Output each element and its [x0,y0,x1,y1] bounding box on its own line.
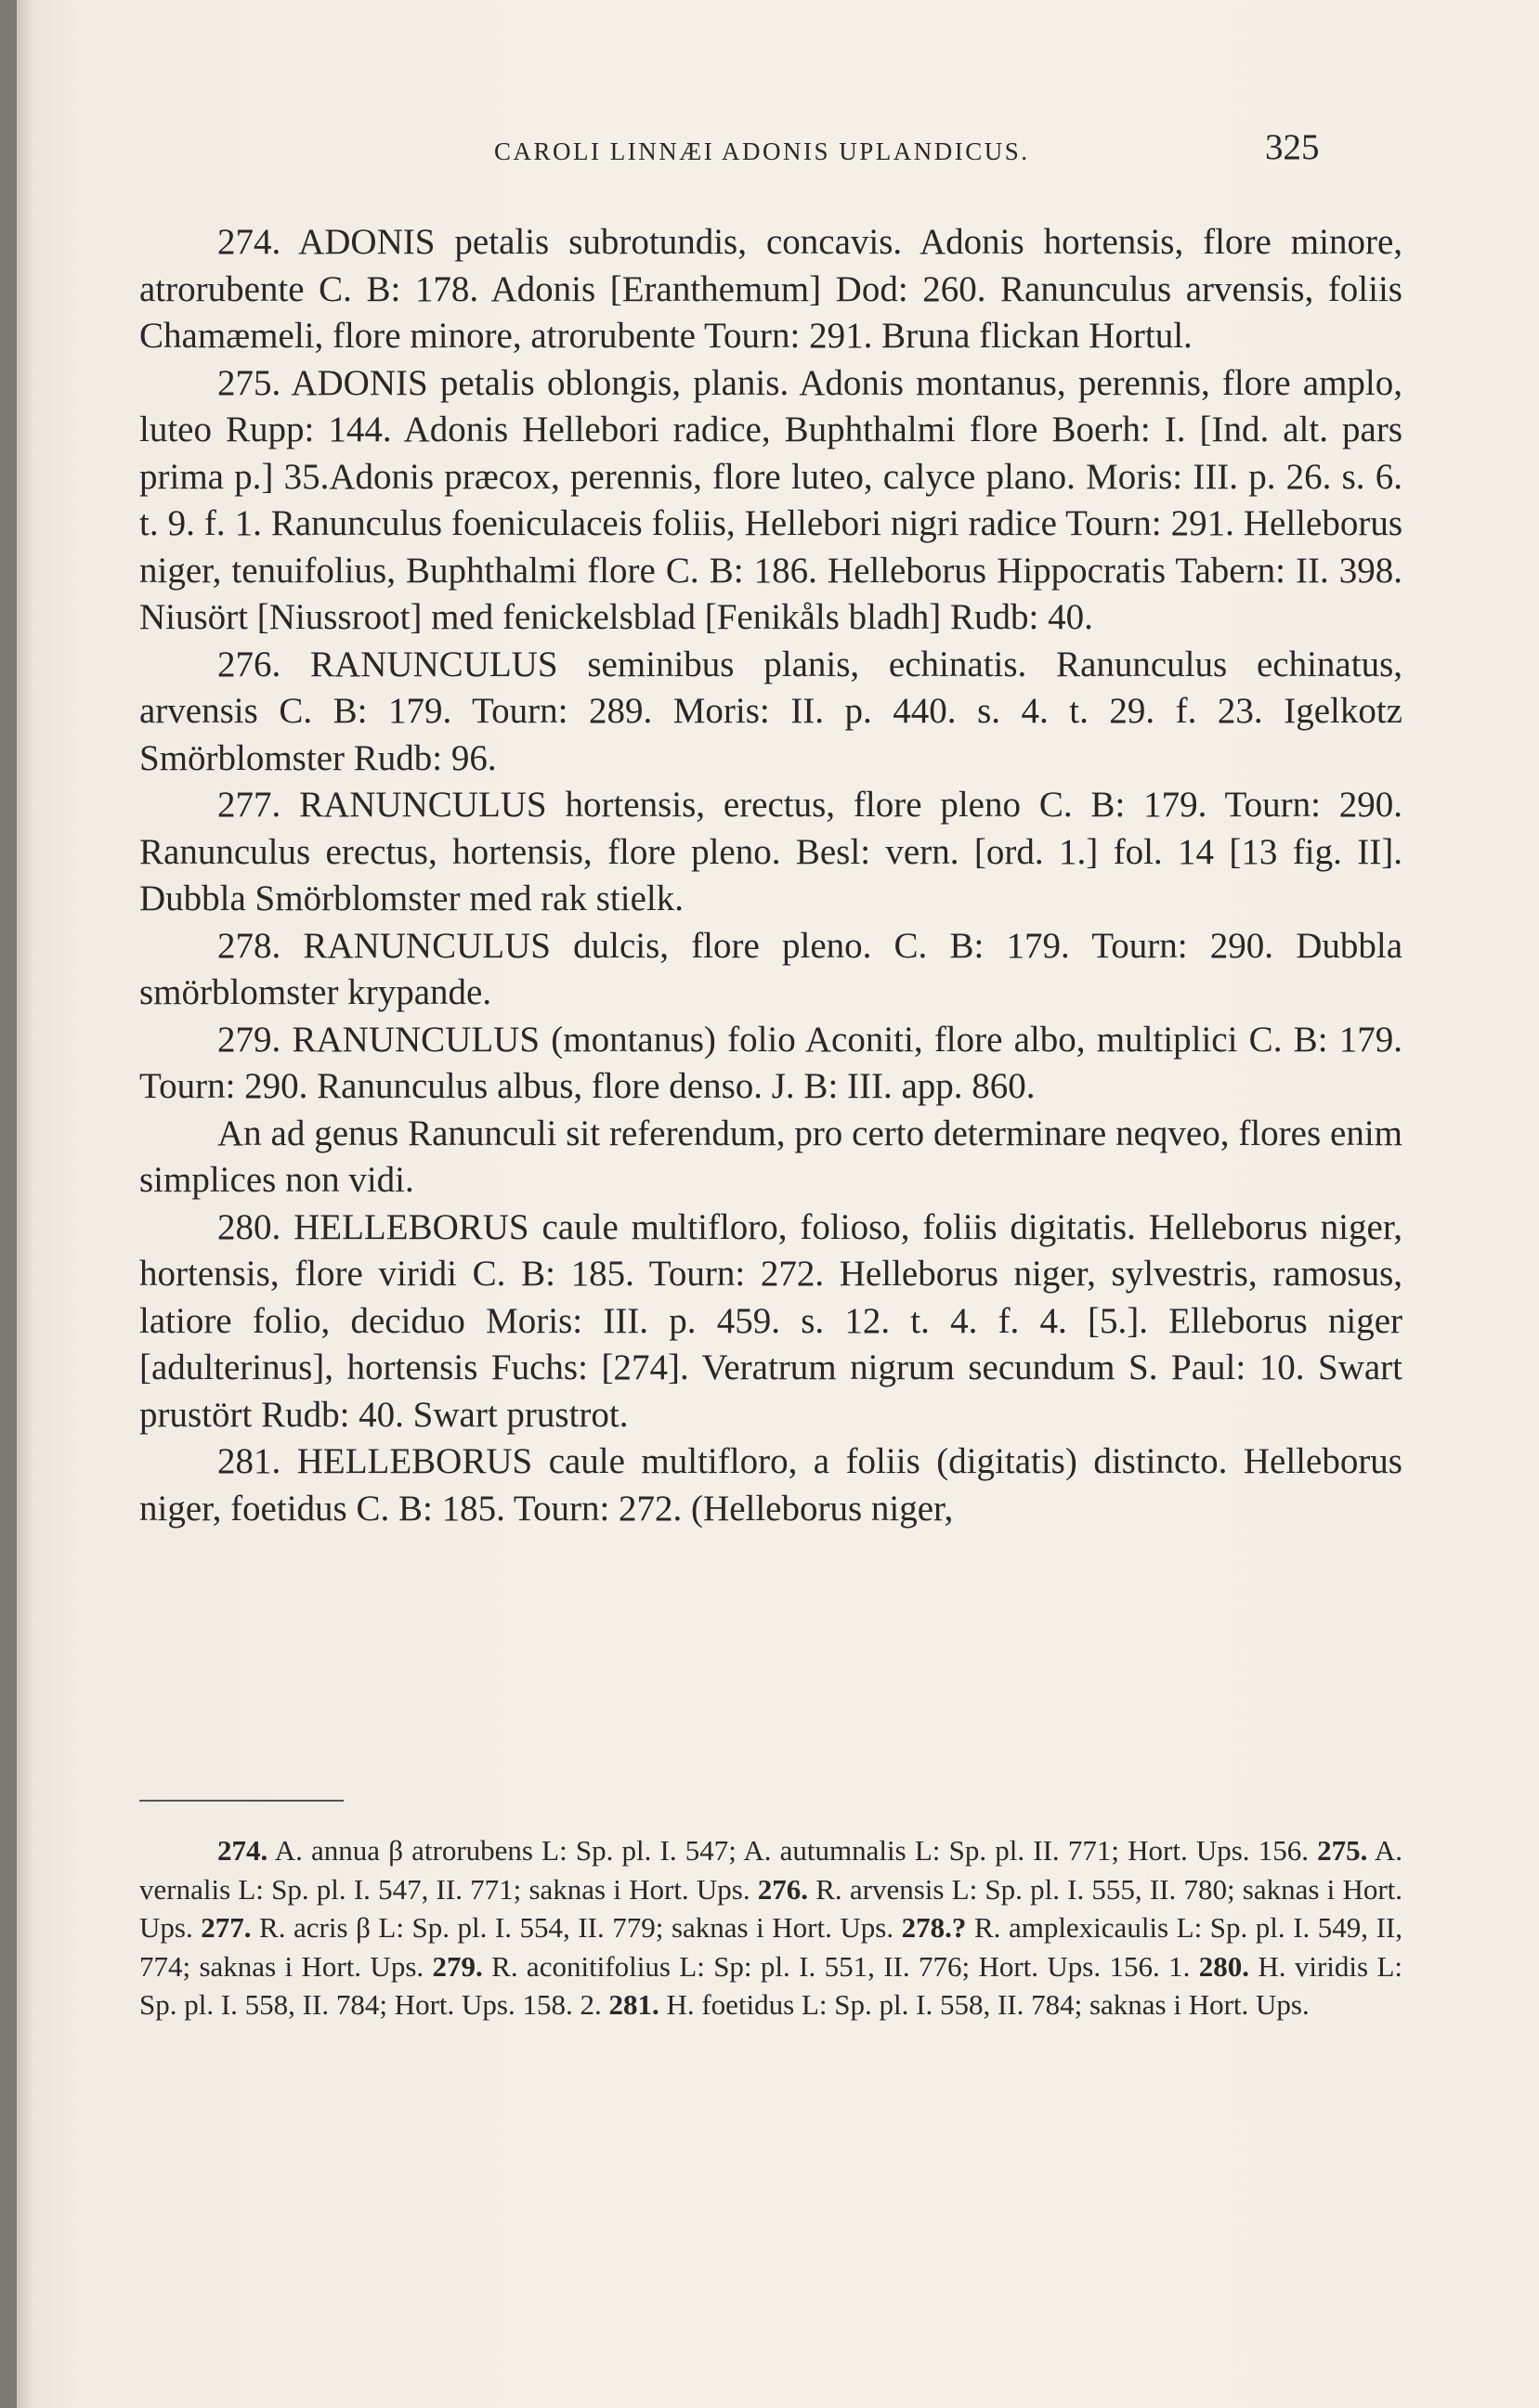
footnote-number: 280. [1198,1949,1249,1983]
entry-text: hortensis, erectus, flore pleno C. B: 179. Tourn: 290. Ranunculus erectus, hortensis, flore pleno. Besl: vern. [ord. 1.] fol. 14 [13 fig. II]. Dubbla Smörblomster med rak stielk. [139,785,1403,918]
entry-number: 275. [217,362,281,403]
entry-number: 280. [217,1206,281,1247]
genus-name: RANUNCULUS [310,644,558,684]
genus-name: HELLEBORUS [293,1206,529,1247]
entry-number: 278. [217,925,281,966]
entry-number: 277. [217,785,281,825]
genus-name: ADONIS [291,362,428,403]
footnote-text: A. annua β atrorubens L: Sp. pl. I. 547; A. autumnalis L: Sp. pl. II. 771; Hort. Ups. 156. [274,1834,1309,1867]
running-header: CAROLI LINNÆI ADONIS UPLANDICUS. [494,137,1030,165]
footnote-number: 278.? [901,1911,967,1945]
footnote-text: R. aconitifolius L: Sp: pl. I. 551, II. 776; Hort. Ups. 156. 1. [491,1949,1191,1983]
footnote-number: 279. [432,1949,483,1983]
entry-text: An ad genus Ranunculi sit referendum, pro certo determinare neqveo, flores enim simplices non vidi. [139,1113,1402,1200]
entry-280 [139,1204,1402,1439]
entry-274 [139,219,1402,360]
entry-275 [139,360,1402,642]
entry-276 [139,642,1402,783]
entry-281 [139,1438,1402,1532]
genus-name: RANUNCULUS [299,785,547,825]
entry-number: 281. [217,1441,281,1481]
genus-name: HELLEBORUS [296,1441,533,1481]
entry-text: caule multifloro, folioso, foliis digitatis. Helleborus niger, hortensis, flore viridi C. B: 185. Tourn: 272. Helleborus niger, sylvestris, ramosus, latiore folio, deciduo Moris: III. p. 459. s. 12. t. 4. f. 4. [5.]. Elleborus niger [adulterinus], hortensis Fuchs: [274]. Veratrum nigrum secundum S. Paul: 10. Swart prustört Rudb: 40. Swart prustrot. [139,1206,1403,1435]
footnote-text: H. foetidus L: Sp. pl. I. 558, II. 784; saknas i Hort. Ups. [666,1988,1310,2022]
entry-text: caule multifloro, a foliis (digitatis) distincto. Helleborus niger, foetidus C. B: 185. Tourn: 272. (Helleborus niger, [139,1441,1402,1529]
entry-number: 276. [217,644,281,684]
footnote-text: A. vernalis L: Sp. pl. I. 547, II. 771; saknas i Hort. Ups. [139,1834,1403,1906]
entry-text: petalis subrotundis, concavis. Adonis hortensis, flore minore, atrorubente C. B: 178. Adonis [Eranthemum] Dod: 260. Ranunculus arvensis, foliis Chamæmeli, flore minore, atrorubente Tourn: 291. Bruna flickan Hortul. [139,222,1403,356]
footnote-text: R. acris β L: Sp. pl. I. 554, II. 779; saknas i Hort. Ups. [259,1911,894,1945]
entry-277 [139,782,1402,923]
genus-name: ADONIS [298,222,436,262]
entry-number: 279. [217,1019,281,1060]
main-text [139,219,1402,1532]
footnote-text: H. viridis L: Sp. pl. I. 558, II. 784; Hort. Ups. 158. 2. [139,1949,1403,2022]
entry-278 [139,923,1402,1017]
entry-number: 274. [217,222,281,262]
footnote-number: 277. [201,1911,252,1945]
entry-text: (montanus) folio Aconiti, flore albo, multiplici C. B: 179. Tourn: 290. Ranunculus albus, flore denso. J. B: III. app. 860. [139,1019,1403,1106]
book-page [17,0,1539,2408]
footnotes [139,1831,1402,2024]
footnote-number: 281. [608,1988,659,2022]
footnote-number: 275. [1317,1834,1368,1867]
genus-name: RANUNCULUS [292,1019,541,1060]
page-gutter-shadow [17,0,32,2408]
entry-279-comment [139,1111,1402,1204]
entry-text: seminibus planis, echinatis. Ranunculus echinatus, arvensis C. B: 179. Tourn: 289. Moris: II. p. 440. s. 4. t. 29. f. 23. Igelkotz Smörblomster Rudb: 96. [139,644,1402,778]
footnote-text: R. arvensis L: Sp. pl. I. 555, II. 780; saknas i Hort. Ups. [139,1872,1403,1945]
entry-text: petalis oblongis, planis. Adonis montanus, perennis, flore amplo, luteo Rupp: 144. Adonis Hellebori radice, Buphthalmi flore Boerh: I. [Ind. alt. pars prima p.] 35.Adonis præcox, perennis, flore luteo, calyce plano. Moris: III. p. 26. s. 6. t. 9. f. 1. Ranunculus foeniculaceis foliis, Hellebori nigri radice Tourn: 291. Helleborus niger, tenuifolius, Buphthalmi flore C. B: 186. Helleborus Hippocratis Tabern: II. 398. Niusört [Niussroot] med fenickelsblad [Fenikåls bladh] Rudb: 40. [139,362,1403,637]
footnote-text: R. amplexicaulis L: Sp. pl. I. 549, II, 774; saknas i Hort. Ups. [139,1911,1402,1983]
genus-name: RANUNCULUS [303,925,551,966]
entry-text: dulcis, flore pleno. C. B: 179. Tourn: 290. Dubbla smörblomster krypande. [139,925,1403,1012]
entry-279 [139,1017,1402,1111]
footnote-number: 276. [757,1872,809,1906]
page-number: 325 [1265,127,1320,167]
footnote-divider [139,1800,344,1802]
footnote-number: 274. [217,1834,268,1867]
